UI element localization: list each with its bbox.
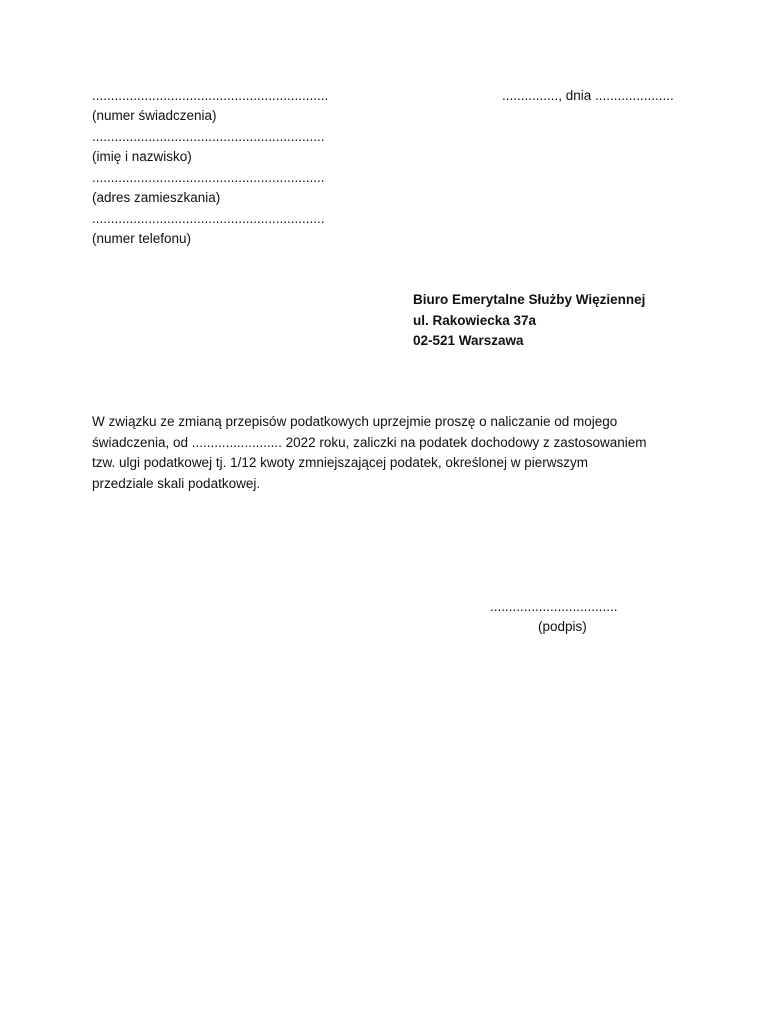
benefit-number-blank: ............................................................... [92, 88, 329, 103]
recipient-name: Biuro Emerytalne Służby Więziennej [413, 292, 646, 307]
benefit-number-label: (numer świadczenia) [92, 108, 217, 123]
name-blank: .............................................................. [92, 129, 325, 144]
request-paragraph [92, 412, 682, 494]
signature-blank: .................................. [490, 599, 618, 614]
signature-label: (podpis) [538, 619, 587, 634]
address-label: (adres zamieszkania) [92, 190, 221, 205]
recipient-street: ul. Rakowiecka 37a [413, 313, 537, 328]
name-label: (imię i nazwisko) [92, 149, 192, 164]
paragraph-line-2: świadczenia, od ........................ 2022 roku, zaliczki na podatek dochodowy z zastosowaniem [92, 434, 647, 450]
phone-label: (numer telefonu) [92, 231, 192, 246]
paragraph-line-3: tzw. ulgi podatkowej tj. 1/12 kwoty zmniejszającej podatek, określonej w pierwszym [92, 455, 588, 470]
place-date-line: ..............., dnia ..................... [502, 88, 674, 103]
paragraph-line-4: przedziale skali podatkowej. [92, 475, 261, 491]
paragraph-line-1: W związku ze zmianą przepisów podatkowych uprzejmie proszę o naliczanie od mojego [92, 414, 618, 429]
recipient-city: 02-521 Warszawa [413, 333, 524, 348]
phone-blank: .............................................................. [92, 211, 325, 226]
address-blank: .............................................................. [92, 170, 325, 185]
